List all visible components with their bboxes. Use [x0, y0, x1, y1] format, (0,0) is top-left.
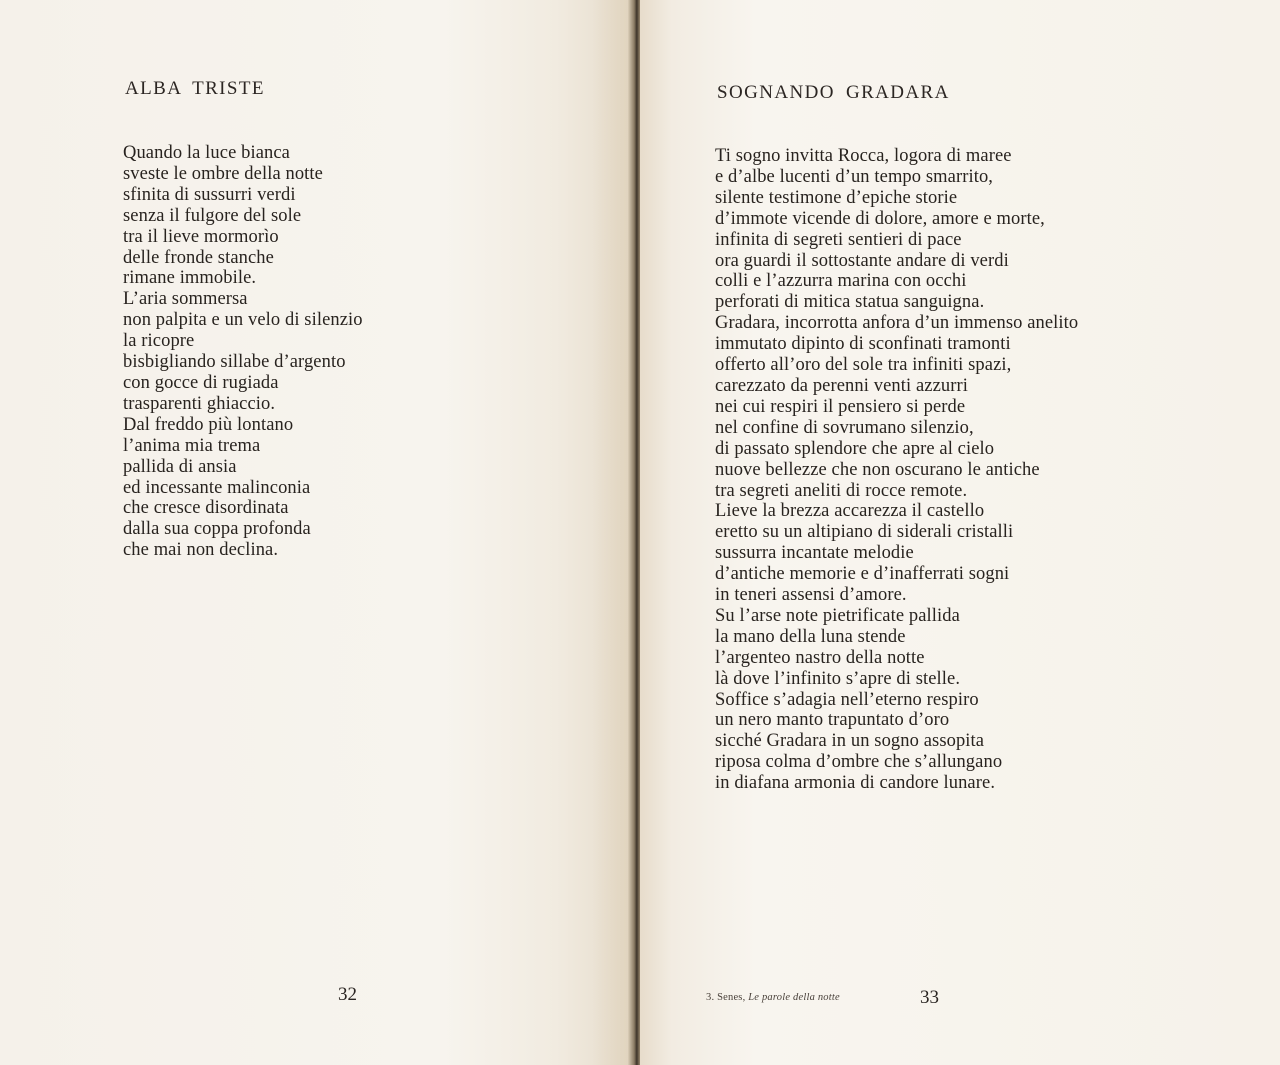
verse-line: Su l’arse note pietrificate pallida	[715, 605, 960, 626]
verse-line: pallida di ansia	[123, 456, 237, 477]
page-number-right: 33	[920, 987, 939, 1008]
verse-line: tra segreti aneliti di rocce remote.	[715, 480, 968, 501]
left-page	[0, 0, 632, 1065]
verse-line: l’anima mia trema	[123, 435, 261, 456]
verse-line: sicché Gradara in un sogno assopita	[715, 731, 985, 752]
verse-line: non palpita e un velo di silenzio	[123, 310, 363, 331]
verse-line: L’aria sommersa	[123, 289, 248, 310]
poem-verses-sognando-gradara	[715, 146, 1078, 794]
verse-line: offerto all’oro del sole tra infiniti spazi,	[715, 355, 1012, 376]
verse-line: un nero manto trapuntato d’oro	[715, 710, 950, 731]
verse-line: d’antiche memorie e d’inafferrati sogni	[715, 564, 1010, 585]
verse-line: Lieve la brezza accarezza il castello	[715, 501, 985, 522]
verse-line: infinita di segreti sentieri di pace	[715, 229, 962, 250]
verse-line: trasparenti ghiaccio.	[123, 393, 276, 414]
verse-line: ed incessante malinconia	[123, 477, 311, 498]
verse-line: la ricopre	[123, 331, 195, 352]
verse-line: che mai non declina.	[123, 540, 279, 561]
footer-book-title: Le parole della notte	[748, 992, 840, 1003]
verse-line: nel confine di sovrumano silenzio,	[715, 417, 974, 438]
verse-line: sussurra incantate melodie	[715, 543, 914, 564]
verse-line: silente testimone d’epiche storie	[715, 187, 958, 208]
verse-line: in teneri assensi d’amore.	[715, 585, 907, 606]
verse-line: nei cui respiri il pensiero si perde	[715, 396, 966, 417]
right-page	[640, 0, 1280, 1065]
verse-line: Soffice s’adagia nell’eterno respiro	[715, 689, 979, 710]
verse-line: che cresce disordinata	[123, 498, 289, 519]
verse-line: Dal freddo più lontano	[123, 414, 294, 435]
poem-title-sognando-gradara: SOGNANDO GRADARA	[717, 82, 950, 103]
verse-line: là dove l’infinito s’apre di stelle.	[715, 668, 961, 689]
verse-line: d’immote vicende di dolore, amore e morte,	[715, 208, 1045, 229]
verse-line: sveste le ombre della notte	[123, 163, 323, 184]
verse-line: perforati di mitica statua sanguigna.	[715, 292, 985, 313]
verse-line: nuove bellezze che non oscurano le antiche	[715, 459, 1040, 480]
running-footer	[706, 992, 840, 1003]
verse-line: riposa colma d’ombre che s’allungano	[715, 752, 1003, 773]
verse-line: tra il lieve mormorìo	[123, 226, 279, 247]
verse-line: dalla sua coppa profonda	[123, 519, 311, 540]
verse-line: sfinita di sussurri verdi	[123, 184, 296, 205]
verse-line: in diafana armonia di candore lunare.	[715, 773, 996, 794]
verse-line: Quando la luce bianca	[123, 143, 290, 163]
verse-line: immutato dipinto di sconfinati tramonti	[715, 334, 1011, 355]
poem-verses-alba-triste	[123, 143, 363, 561]
verse-line: rimane immobile.	[123, 268, 257, 289]
verse-line: la mano della luna stende	[715, 626, 906, 647]
verse-line: Gradara, incorrotta anfora d’un immenso anelito	[715, 313, 1079, 334]
footer-author: 3. Senes,	[706, 992, 746, 1003]
verse-line: bisbigliando sillabe d’argento	[123, 352, 346, 373]
verse-line: ora guardi il sottostante andare di verdi	[715, 250, 1009, 271]
verse-line: con gocce di rugiada	[123, 372, 279, 393]
verse-line: carezzato da perenni venti azzurri	[715, 375, 968, 396]
gutter-shadow-left	[592, 0, 628, 1065]
verse-line: e d’albe lucenti d’un tempo smarrito,	[715, 166, 994, 187]
verse-line: colli e l’azzurra marina con occhi	[715, 271, 967, 292]
verse-line: Ti sogno invitta Rocca, logora di maree	[715, 146, 1012, 166]
poem-title-alba-triste: ALBA TRISTE	[125, 78, 265, 99]
verse-line: delle fronde stanche	[123, 247, 274, 268]
verse-line: di passato splendore che apre al cielo	[715, 438, 995, 459]
verse-line: senza il fulgore del sole	[123, 205, 302, 226]
verse-line: eretto su un altipiano di siderali cristalli	[715, 522, 1014, 543]
verse-line: l’argenteo nastro della notte	[715, 647, 925, 668]
page-number-left: 32	[338, 984, 357, 1005]
